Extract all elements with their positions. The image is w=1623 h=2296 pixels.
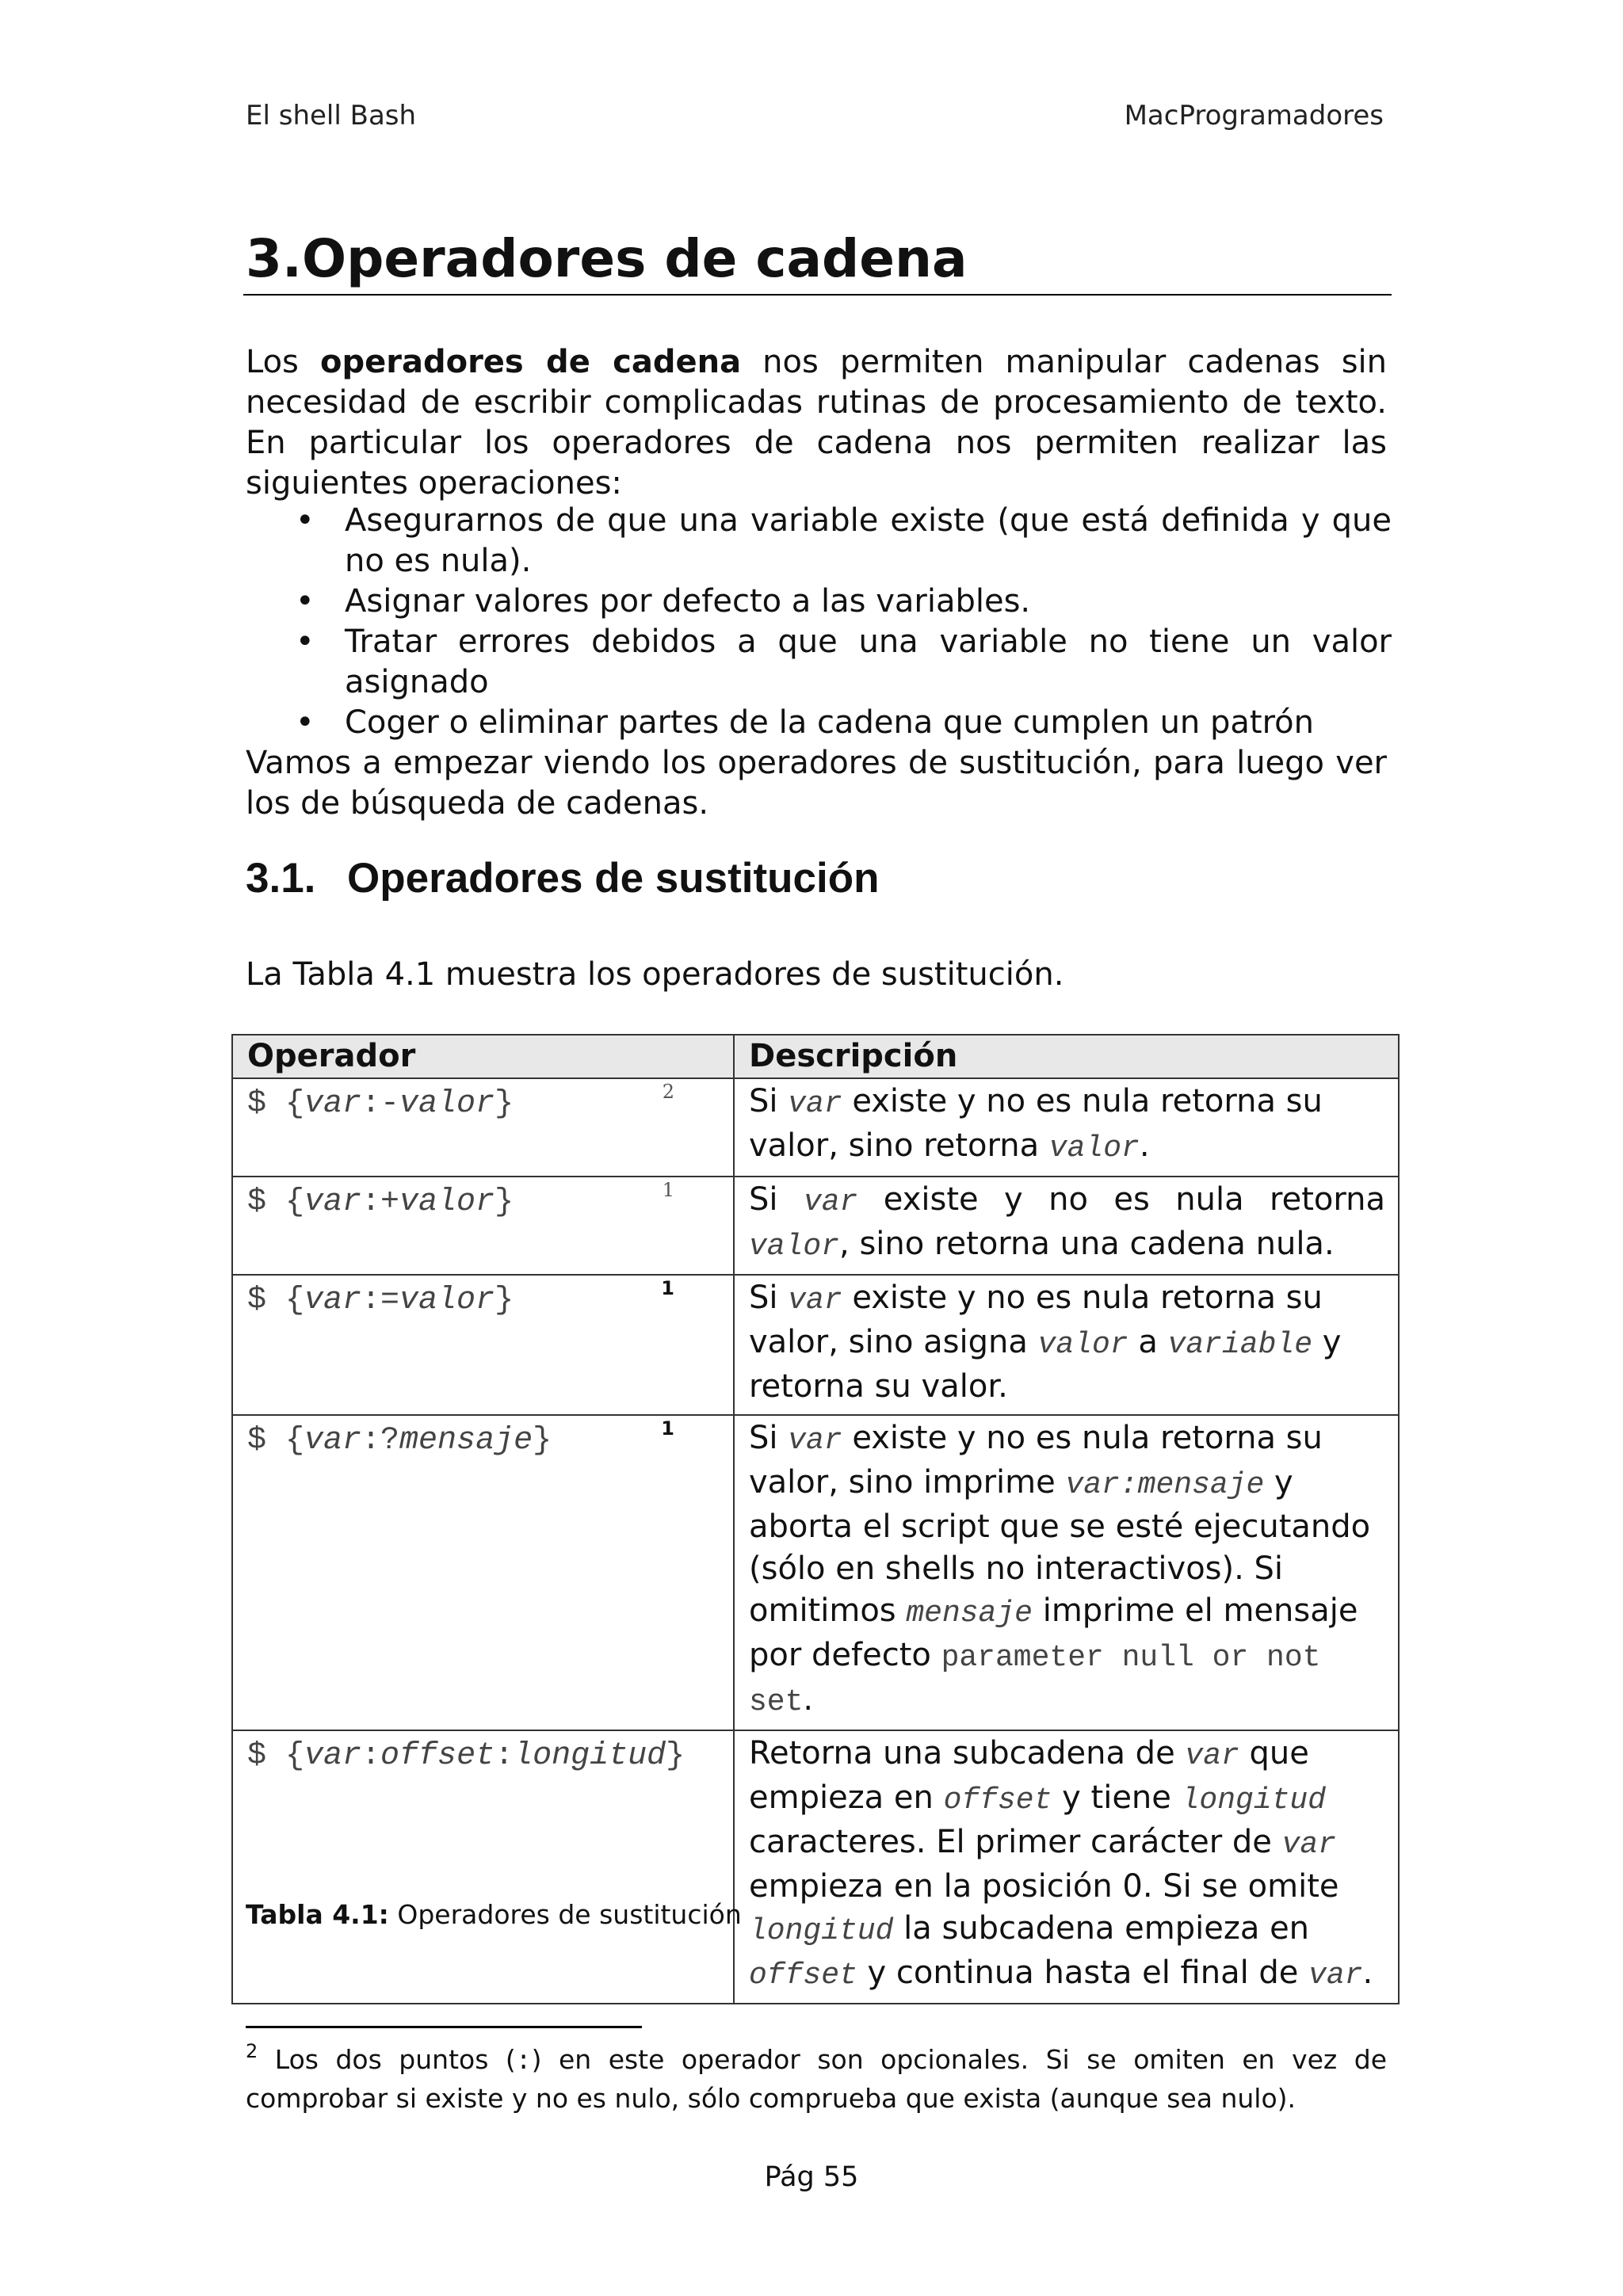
section-title-text: Operadores de sustitución <box>347 855 880 902</box>
description-cell: Si var existe y no es nula retorna su valor, sino retorna valor. <box>734 1078 1399 1177</box>
inline-code: offset <box>943 1783 1052 1817</box>
column-header-operator: Operador <box>232 1035 734 1078</box>
inline-code: longitud <box>749 1914 894 1948</box>
table-caption <box>246 1899 742 1930</box>
operator-code: $ {var:offset:longitud} <box>247 1738 685 1774</box>
section-number: 3.1. <box>246 855 316 902</box>
bullet-icon: • <box>296 583 315 620</box>
table-row <box>232 1415 1399 1730</box>
list-item-text: Asegurarnos de que una variable existe (que está definida y que no es nula). <box>345 502 1392 579</box>
inline-code: var <box>1308 1958 1363 1993</box>
bullet-icon: • <box>296 704 315 741</box>
column-header-description: Descripción <box>734 1035 1399 1078</box>
list-item-text: Tratar errores debidos a que una variable no tiene un valor asignado <box>345 624 1392 700</box>
inline-code: var <box>788 1283 842 1318</box>
operator-cell <box>232 1275 734 1415</box>
page-number: Pág 55 <box>764 2161 859 2193</box>
intro-text-start: Los <box>246 344 320 380</box>
list-item <box>246 703 1392 743</box>
operator-cell <box>232 1177 734 1275</box>
intro-bold-term: operadores de cadena <box>320 344 742 380</box>
chapter-title-rule <box>243 294 1392 296</box>
inline-code: var <box>1281 1828 1337 1862</box>
list-item-text: Asignar valores por defecto a las variables. <box>345 583 1031 620</box>
inline-code: valor <box>1037 1328 1128 1362</box>
caption-label: Tabla 4.1: <box>246 1899 389 1930</box>
description-cell: Si var existe y no es nula retorna su valor, sino imprime var:mensaje y aborta el script que se esté ejecutando (sólo en shells no interactivos). Si omitimos mensaje imprime el mensaje por defecto parameter null or not set. <box>734 1415 1399 1730</box>
inline-code: parameter null or not set <box>749 1641 1321 1719</box>
footnote-separator <box>246 2026 642 2028</box>
inline-code: var <box>803 1185 858 1219</box>
inline-code: offset <box>749 1958 857 1993</box>
operators-table <box>231 1034 1400 2004</box>
running-header-right: MacProgramadores <box>1124 100 1384 132</box>
operator-cell <box>232 1078 734 1177</box>
intro-text-rest: nos permiten manipular cadenas sin necesidad de escribir complicadas rutinas de procesamiento de texto. En particular los operadores de cadena nos permiten realizar las siguientes operaciones: <box>246 344 1387 502</box>
list-item <box>246 622 1392 703</box>
operator-code: $ {var:+valor} <box>247 1184 514 1220</box>
list-item <box>246 501 1392 582</box>
inline-code: valor <box>749 1230 840 1264</box>
overview-paragraph: Vamos a empezar viendo los operadores de sustitución, para luego ver los de búsqueda de cadenas. <box>246 745 1387 822</box>
inline-code: var <box>788 1087 842 1121</box>
list-item <box>246 582 1392 622</box>
inline-code: variable <box>1167 1328 1312 1362</box>
description-cell: Retorna una subcadena de var que empieza en offset y tiene longitud caracteres. El primer carácter de var empieza en la posición 0. Si se omite longitud la subcadena empieza en offset y continua hasta el final de var. <box>734 1730 1399 2004</box>
inline-code: mensaje <box>906 1596 1033 1630</box>
inline-code: longitud <box>1181 1783 1327 1817</box>
footnote-number: 2 <box>246 2040 258 2062</box>
intro-paragraph <box>246 342 1387 504</box>
table-row <box>232 1078 1399 1177</box>
footnote-reference: 2 <box>662 1081 674 1103</box>
bullet-icon: • <box>296 624 315 660</box>
table-intro-paragraph: La Tabla 4.1 muestra los operadores de sustitución. <box>246 956 1064 993</box>
footnote-reference: 1 <box>662 1179 674 1201</box>
operator-code: $ {var:?mensaje} <box>247 1423 552 1459</box>
description-cell: Si var existe y no es nula retorna valor, sino retorna una cadena nula. <box>734 1177 1399 1275</box>
inline-code: : <box>515 2047 532 2077</box>
section-title <box>246 854 879 902</box>
inline-code: var:mensaje <box>1065 1468 1265 1502</box>
footnote-reference: 1 <box>661 1277 674 1299</box>
inline-code: var <box>788 1424 842 1458</box>
list-item-text: Coger o eliminar partes de la cadena que cumplen un patrón <box>345 704 1314 741</box>
footnote: $^2$ Los dos puntos (:) en este operador son opcionales. Si se omiten en vez de comprobar si existe y no es nulo, sólo comprueba que exista (aunque sea nulo). <box>246 2040 1387 2114</box>
inline-code: var <box>1185 1739 1239 1773</box>
table-row <box>232 1177 1399 1275</box>
running-header-left: El shell Bash <box>246 100 417 132</box>
bullet-icon: • <box>296 502 315 539</box>
description-cell: Si var existe y no es nula retorna su valor, sino asigna valor a variable y retorna su valor. <box>734 1275 1399 1415</box>
footnote-reference: 1 <box>661 1417 674 1440</box>
inline-code: valor <box>1048 1131 1140 1165</box>
caption-text: Operadores de sustitución <box>388 1899 742 1930</box>
operator-code: $ {var:-valor} <box>247 1086 514 1122</box>
table-row <box>232 1730 1399 2004</box>
table-header-row <box>232 1035 1399 1078</box>
chapter-title: 3.Operadores de cadena <box>246 228 968 289</box>
bullet-list <box>246 501 1392 743</box>
operator-cell <box>232 1415 734 1730</box>
operator-code: $ {var:=valor} <box>247 1283 514 1318</box>
table-row <box>232 1275 1399 1415</box>
operator-cell <box>232 1730 734 2004</box>
